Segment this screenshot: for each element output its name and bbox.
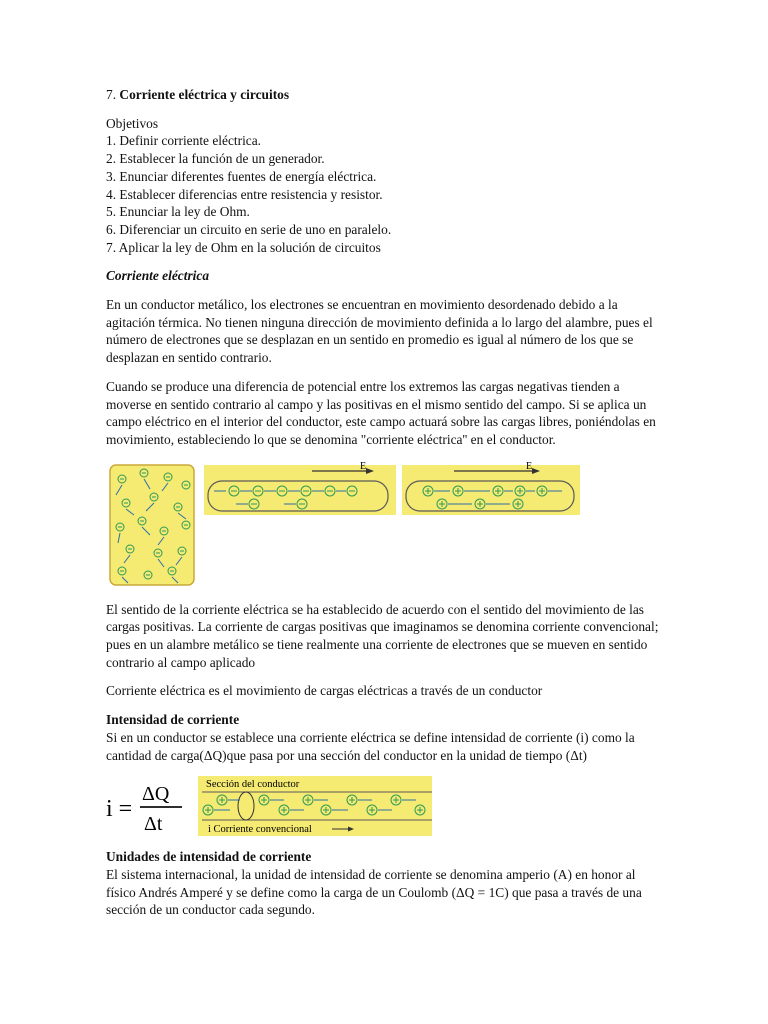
charges-illustration (106, 461, 586, 591)
intensity-illustration (106, 774, 446, 840)
objectives-title: Objetivos (106, 115, 159, 131)
section-label: Sección del conductor (206, 779, 300, 791)
paragraph: En un conductor metálico, los electrones se encuentran en movimiento desordenado debido a la agitación térmica. No tienen ninguna dirección de movimiento definida a lo largo del alambre, pues el número de electrones que se desplazan en un sentido en promedio es igual al número de los que se desplazan en sentido contrario. (106, 297, 653, 366)
field-label-2: E (526, 460, 533, 472)
section-title-corriente: Corriente eléctrica (106, 268, 210, 284)
chapter-number: 7. (106, 87, 117, 102)
section-title-intensidad: Intensidad de corriente (106, 712, 240, 728)
objective-item: 6. Diferenciar un circuito en serie de uno en paralelo. (106, 221, 392, 237)
positive-wire-background (402, 465, 580, 515)
objective-item: 7. Aplicar la ley de Ohm en la solución de circuitos (106, 239, 381, 255)
charges-figure (106, 461, 666, 591)
definition-paragraph: Corriente eléctrica es el movimiento de cargas eléctricas a través de un conductor (106, 683, 543, 699)
formula-numerator: ΔQ (142, 783, 170, 806)
paragraph: Si en un conductor se establece una corriente eléctrica se define intensidad de corriente (i) como la cantidad de carga(ΔQ)que pasa por una sección del conductor en la unidad de tiempo (Δt) (106, 729, 635, 763)
paragraph: Cuando se produce una diferencia de potencial entre los extremos las cargas negativas tienden a moverse en sentido contrario al campo y las positivas en el mismo sentido del campo. Si se aplica un campo eléctrico en el interior del conductor, este campo actuará sobre las cargas libres, poniéndolas en movimiento, estableciendo lo que se denomina "corriente eléctrica'' en el conductor. (106, 378, 656, 447)
objective-item: 3. Enunciar diferentes fuentes de energía eléctrica. (106, 168, 377, 184)
objective-item: 2. Establecer la función de un generador. (106, 151, 325, 167)
objective-item: 1. Definir corriente eléctrica. (106, 133, 262, 149)
chapter-title: Corriente eléctrica y circuitos (119, 87, 290, 102)
formula-lhs: i = (106, 796, 133, 823)
conventional-current-label: i Corriente convencional (208, 824, 312, 836)
chapter-heading (106, 86, 666, 104)
paragraph: El sistema internacional, la unidad de intensidad de corriente se denomina amperio (A) en honor al físico Andrés Amperé y se define como la carga de un Coulomb (ΔQ = 1C) que pasa a través de una sección de un conductor cada segundo. (106, 866, 642, 918)
current-intensity-figure (106, 774, 666, 840)
paragraph: El sentido de la corriente eléctrica se ha establecido de acuerdo con el sentido del movimiento de las cargas positivas. La corriente de cargas positivas que imaginamos se denomina corriente convencional; pues en un alambre metálico se tiene realmente una corriente de electrones que se mueven en sentido contrario al campo aplicado (106, 601, 659, 670)
section-title-unidades: Unidades de intensidad de corriente (106, 849, 312, 865)
objective-item: 5. Enunciar la ley de Ohm. (106, 204, 250, 220)
field-label-1: E (360, 460, 367, 472)
formula-denominator: Δt (144, 813, 163, 836)
document-page (106, 86, 666, 919)
objective-item: 4. Establecer diferencias entre resistencia y resistor. (106, 186, 383, 202)
objectives-block (106, 115, 666, 257)
